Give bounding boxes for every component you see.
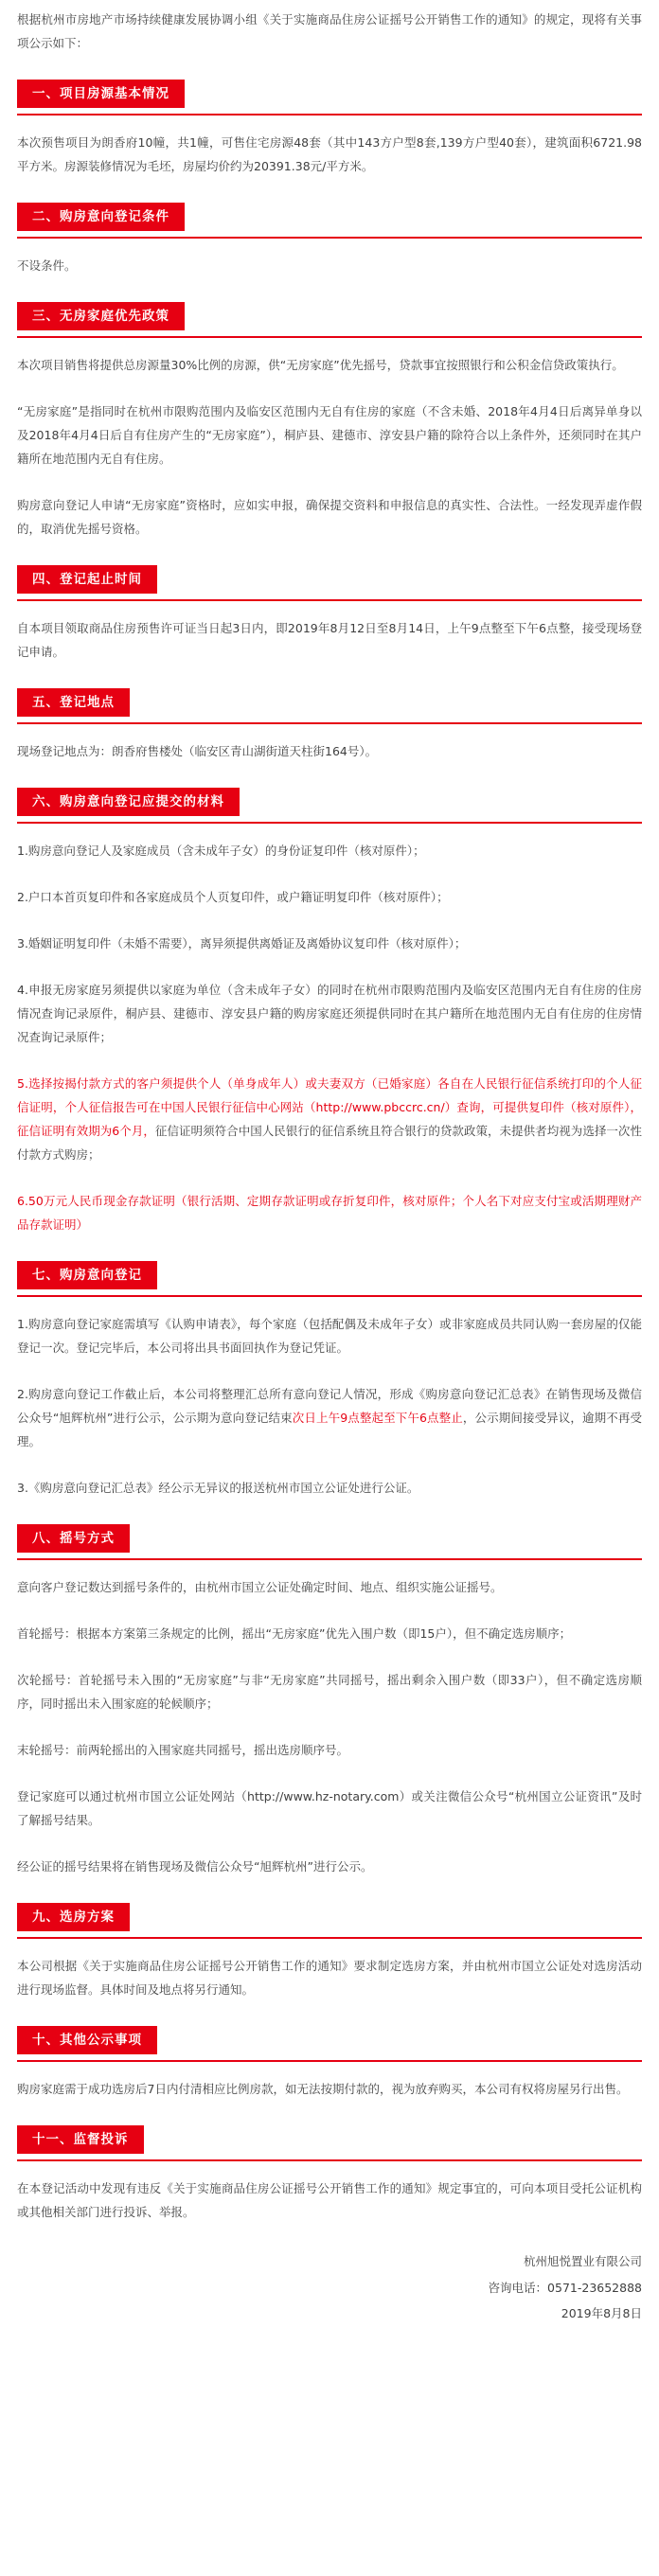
paragraph: 首轮摇号：根据本方案第三条规定的比例，摇出“无房家庭”优先入围户数（即15户），但不确定选房顺序； [17, 1626, 572, 1641]
section-title: 三、无房家庭优先政策 [17, 302, 185, 330]
paragraph-text: 征信证明须符合中国人民银行的征信系统且符合银行的贷款政策，未提供者均视为选择一次性付款方式购房； [17, 1124, 642, 1162]
signature-block [17, 2248, 642, 2327]
section-heading-11 [17, 2125, 642, 2161]
announcement-article [17, 0, 642, 2346]
section-title: 十一、监督投诉 [17, 2125, 144, 2154]
paragraph: 意向客户登记数达到摇号条件的，由杭州市国立公证处确定时间、地点、组织实施公证摇号。 [17, 1580, 503, 1594]
section-heading-4 [17, 565, 642, 601]
paragraph: 购房意向登记人申请“无房家庭”资格时，应如实申报，确保提交资料和申报信息的真实性、合法性。一经发现弄虚作假的，取消优先摇号资格。 [17, 498, 642, 536]
paragraph: 3.《购房意向登记汇总表》经公示无异议的报送杭州市国立公证处进行公证。 [17, 1481, 419, 1495]
section-heading-9 [17, 1903, 642, 1939]
section-heading-7 [17, 1261, 642, 1297]
paragraph: 本次预售项目为朗香府10幢，共1幢，可售住宅房源48套（其中143方户型8套,139方户型40套），建筑面积6721.98平方米。房源装修情况为毛坯，房屋均价约为20391.38元/平方米。 [17, 135, 642, 173]
paragraph: 购房家庭需于成功选房后7日内付清相应比例房款，如无法按期付款的，视为放弃购买，本公司有权将房屋另行出售。 [17, 2082, 629, 2096]
paragraph-text: ，公示期间接受异议，逾期不再受理。 [17, 1411, 642, 1448]
section-heading-2 [17, 203, 642, 239]
paragraph-text: 2.购房意向登记工作截止后，本公司将整理汇总所有意向登记人情况，形成《购房意向登记汇总表》在销售现场及微信公众号“旭辉杭州”进行公示，公示期为意向登记结束 [17, 1387, 642, 1425]
paragraph: “无房家庭”是指同时在杭州市限购范围内及临安区范围内无自有住房的家庭（不含未婚、2018年4月4日后离异单身以及2018年4月4日后自有住房产生的“无房家庭”），桐庐县、建德市、淳安县户籍的除符合以上条件外，还须同时在其户籍所在地范围内无自有住房。 [17, 404, 642, 466]
paragraph [17, 1382, 642, 1453]
highlight-text: 次日上午9点整起至下午6点整止 [292, 1411, 463, 1425]
section-title: 二、购房意向登记条件 [17, 203, 185, 231]
paragraph: 1.购房意向登记人及家庭成员（含未成年子女）的身份证复印件（核对原件）； [17, 844, 425, 858]
section-title: 六、购房意向登记应提交的材料 [17, 788, 240, 816]
section-heading-1 [17, 80, 642, 115]
contact-phone: 咨询电话：0571-23652888 [488, 2280, 642, 2295]
company-name: 杭州旭悦置业有限公司 [523, 2254, 642, 2268]
highlight-text: 5.选择按揭付款方式的客户须提供个人（单身成年人）或夫妻双方（已婚家庭）各自在人民银行征信系统打印的个人征信证明，个人征信报告可在中国人民银行征信中心网站（http://www.pbccrc.cn/）查询，可提供复印件（核对原件），征信证明有效期为6个月， [17, 1076, 642, 1138]
section-heading-8 [17, 1524, 642, 1560]
paragraph: 1.购房意向登记家庭需填写《认购申请表》，每个家庭（包括配偶及未成年子女）或非家庭成员共同认购一套房屋的仅能登记一次。登记完毕后，本公司将出具书面回执作为登记凭证。 [17, 1317, 642, 1355]
paragraph: 现场登记地点为：朗香府售楼处（临安区青山湖街道天柱街164号）。 [17, 744, 378, 758]
section-title: 十、其他公示事项 [17, 2026, 157, 2054]
section-title: 五、登记地点 [17, 688, 130, 717]
section-title: 九、选房方案 [17, 1903, 130, 1931]
paragraph: 在本登记活动中发现有违反《关于实施商品住房公证摇号公开销售工作的通知》规定事宜的，可向本项目受托公证机构或其他相关部门进行投诉、举报。 [17, 2181, 642, 2219]
section-heading-10 [17, 2026, 642, 2062]
highlight-paragraph: 6.50万元人民币现金存款证明（银行活期、定期存款证明或存折复印件，核对原件；个人名下对应支付宝或活期理财产品存款证明） [17, 1194, 642, 1232]
paragraph: 4.申报无房家庭另须提供以家庭为单位（含未成年子女）的同时在杭州市限购范围内及临安区范围内无自有住房的住房情况查询记录原件，桐庐县、建德市、淳安县户籍的购房家庭还须提供同时在其户籍所在地范围内无自有住房的住房情况查询记录原件； [17, 983, 642, 1044]
paragraph: 自本项目领取商品住房预售许可证当日起3日内，即2019年8月12日至8月14日，上午9点整至下午6点整，接受现场登记申请。 [17, 621, 642, 659]
paragraph [17, 1072, 642, 1166]
intro-paragraph: 根据杭州市房地产市场持续健康发展协调小组《关于实施商品住房公证摇号公开销售工作的通知》的规定，现将有关事项公示如下： [17, 12, 642, 50]
section-title: 七、购房意向登记 [17, 1261, 157, 1289]
paragraph: 经公证的摇号结果将在销售现场及微信公众号“旭辉杭州”进行公示。 [17, 1859, 373, 1874]
paragraph: 登记家庭可以通过杭州市国立公证处网站（http://www.hz-notary.com）或关注微信公众号“杭州国立公证资讯”及时了解摇号结果。 [17, 1789, 642, 1827]
section-heading-3 [17, 302, 642, 338]
paragraph: 2.户口本首页复印件和各家庭成员个人页复印件，或户籍证明复印件（核对原件）； [17, 890, 449, 904]
paragraph: 3.婚姻证明复印件（未婚不需要），离异须提供离婚证及离婚协议复印件（核对原件）； [17, 936, 467, 950]
paragraph: 本公司根据《关于实施商品住房公证摇号公开销售工作的通知》要求制定选房方案，并由杭州市国立公证处对选房活动进行现场监督。具体时间及地点将另行通知。 [17, 1959, 642, 1997]
section-heading-5 [17, 688, 642, 724]
paragraph: 末轮摇号：前两轮摇出的入围家庭共同摇号，摇出选房顺序号。 [17, 1743, 349, 1757]
paragraph: 次轮摇号：首轮摇号未入围的“无房家庭”与非“无房家庭”共同摇号，摇出剩余入围户数（即33户），但不确定选房顺序，同时摇出未入围家庭的轮候顺序； [17, 1673, 642, 1711]
publish-date: 2019年8月8日 [561, 2306, 642, 2320]
section-title: 八、摇号方式 [17, 1524, 130, 1553]
section-title: 一、项目房源基本情况 [17, 80, 185, 108]
paragraph: 不设条件。 [17, 258, 77, 273]
section-title: 四、登记起止时间 [17, 565, 157, 594]
paragraph: 本次项目销售将提供总房源量30%比例的房源，供“无房家庭”优先摇号，贷款事宜按照银行和公积金信贷政策执行。 [17, 358, 624, 372]
section-heading-6 [17, 788, 642, 824]
